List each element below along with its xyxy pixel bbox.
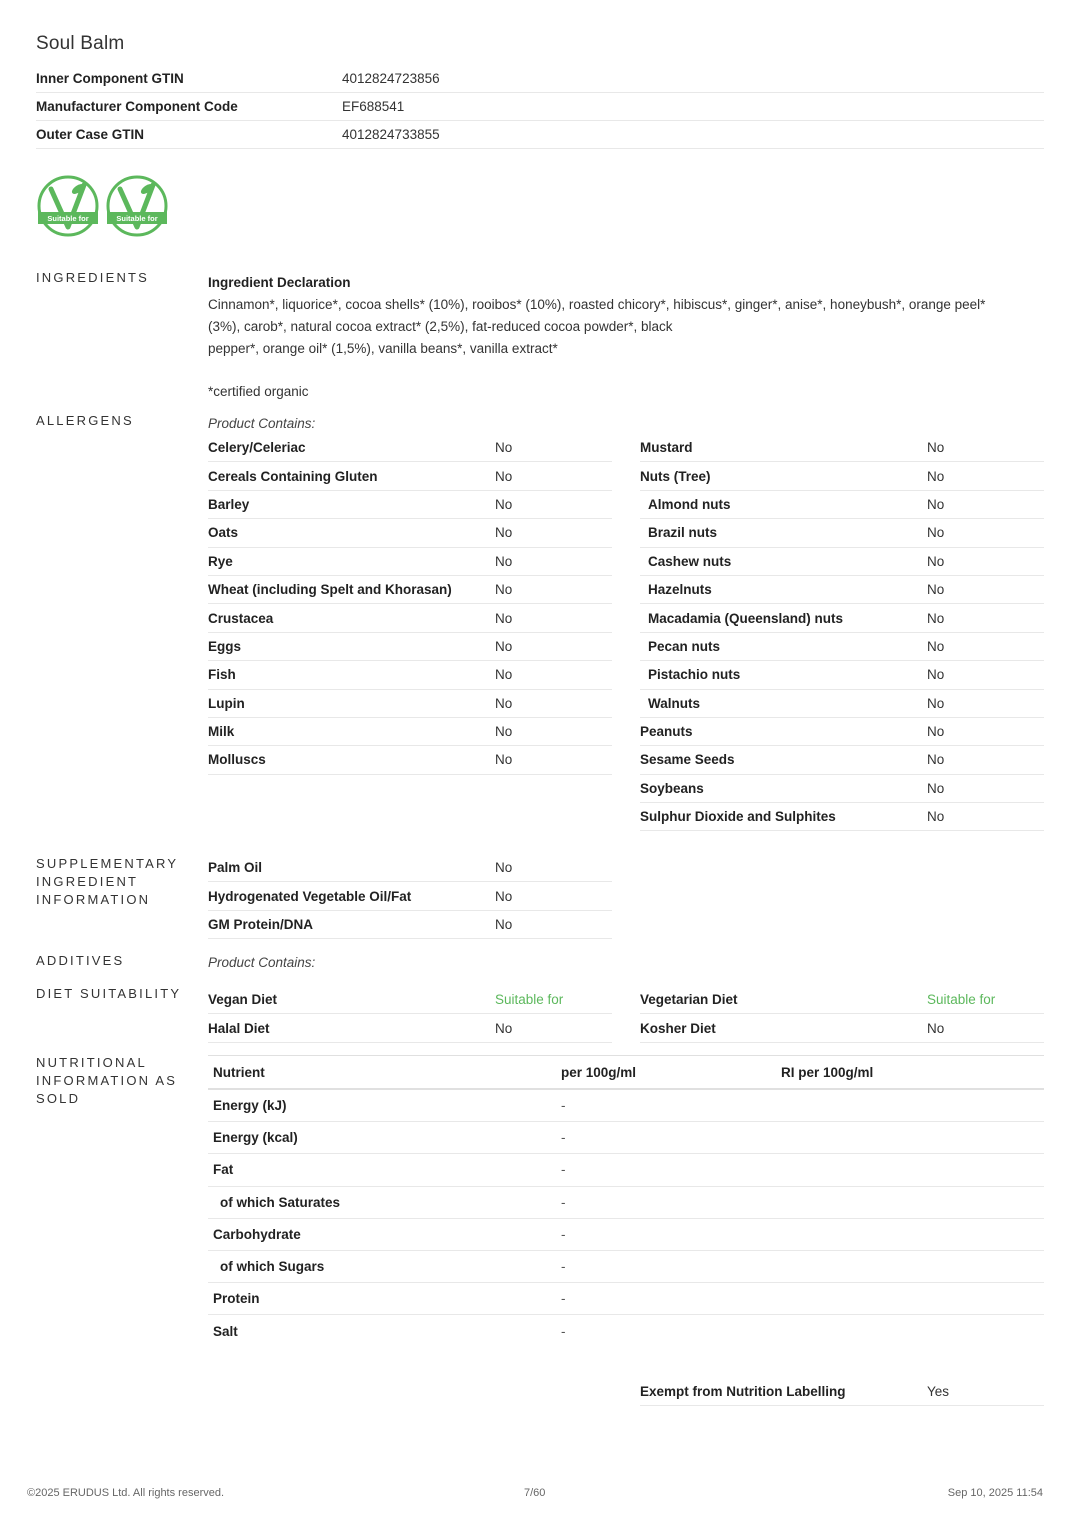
ingredients-block xyxy=(208,272,1048,403)
vegetarian-badge-icon xyxy=(106,175,168,237)
allergen-row xyxy=(640,462,1044,490)
allergen-row xyxy=(208,604,612,632)
identifiers-table xyxy=(36,65,1044,149)
allergen-row xyxy=(208,661,612,689)
badge-caption: Suitable for xyxy=(47,214,89,223)
diet-badges xyxy=(37,175,168,237)
allergen-value: No xyxy=(927,610,945,626)
section-label-allergens: ALLERGENS xyxy=(36,413,134,428)
allergen-value: No xyxy=(495,525,513,541)
allergen-name: Rye xyxy=(208,553,233,569)
exempt-row xyxy=(640,1378,1044,1406)
allergen-row xyxy=(208,746,612,774)
nutrient-name: Energy (kJ) xyxy=(213,1098,287,1114)
allergen-row xyxy=(208,548,612,576)
nutrition-header: RI per 100g/ml xyxy=(781,1064,874,1080)
identifier-value: 4012824723856 xyxy=(342,71,440,86)
section-label-nutrition: NUTRITIONAL INFORMATION AS SOLD xyxy=(36,1055,178,1106)
allergen-name: Pistachio nuts xyxy=(648,667,741,683)
nutrition-row xyxy=(208,1283,1044,1315)
allergen-name: Sulphur Dioxide and Sulphites xyxy=(640,809,836,825)
allergen-value: No xyxy=(495,610,513,626)
allergen-value: No xyxy=(927,582,945,598)
allergen-row xyxy=(208,718,612,746)
supplementary-name: GM Protein/DNA xyxy=(208,916,314,932)
nutrient-value: - xyxy=(561,1226,566,1242)
allergens-right-column xyxy=(640,434,1044,831)
identifier-label: Inner Component GTIN xyxy=(36,71,184,86)
allergen-value: No xyxy=(495,496,513,512)
allergen-name: Peanuts xyxy=(640,724,693,740)
allergen-row xyxy=(208,690,612,718)
nutrition-row xyxy=(208,1315,1044,1347)
allergen-value: No xyxy=(927,638,945,654)
supplementary-row xyxy=(208,854,612,882)
allergen-row xyxy=(640,604,1044,632)
identifier-label: Manufacturer Component Code xyxy=(36,99,238,114)
allergens-intro: Product Contains: xyxy=(208,416,316,431)
allergen-row xyxy=(640,661,1044,689)
allergen-value: No xyxy=(927,525,945,541)
ingredient-line: (3%), carob*, natural cocoa extract* (2,5%), fat-reduced cocoa powder*, black xyxy=(208,319,673,334)
allergen-value: No xyxy=(495,468,513,484)
diet-value: No xyxy=(495,1020,513,1036)
exempt-value: Yes xyxy=(927,1384,950,1400)
allergen-value: No xyxy=(495,638,513,654)
nutrient-name: Salt xyxy=(213,1323,238,1339)
allergen-row xyxy=(208,491,612,519)
allergen-name: Celery/Celeriac xyxy=(208,440,306,456)
diet-name: Kosher Diet xyxy=(640,1020,716,1036)
allergen-row xyxy=(640,548,1044,576)
allergen-name: Walnuts xyxy=(648,695,700,711)
exempt-label: Exempt from Nutrition Labelling xyxy=(640,1384,846,1400)
nutrient-value: - xyxy=(561,1162,566,1178)
allergen-value: No xyxy=(927,724,945,740)
allergen-name: Nuts (Tree) xyxy=(640,468,711,484)
allergen-name: Hazelnuts xyxy=(648,582,712,598)
allergen-name: Brazil nuts xyxy=(648,525,718,541)
diet-right-column xyxy=(640,986,1044,1043)
allergen-row xyxy=(208,576,612,604)
allergen-value: No xyxy=(495,752,513,768)
supplementary-name: Hydrogenated Vegetable Oil/Fat xyxy=(208,888,412,904)
section-label-diet: DIET SUITABILITY xyxy=(36,986,182,1001)
allergen-name: Barley xyxy=(208,496,250,512)
supplementary-table xyxy=(208,854,612,939)
section-label-additives: ADDITIVES xyxy=(36,953,125,968)
nutrition-header-row xyxy=(208,1056,1044,1090)
allergen-value: No xyxy=(495,440,513,456)
nutrition-row xyxy=(208,1154,1044,1186)
allergen-name: Cashew nuts xyxy=(648,553,732,569)
diet-left-column xyxy=(208,986,612,1043)
allergen-name: Wheat (including Spelt and Khorasan) xyxy=(208,582,452,598)
supplementary-row xyxy=(208,911,612,939)
product-title: Soul Balm xyxy=(36,33,125,54)
allergen-value: No xyxy=(495,724,513,740)
allergen-name: Molluscs xyxy=(208,752,266,768)
allergen-name: Fish xyxy=(208,667,236,683)
supplementary-value: No xyxy=(495,916,513,932)
badge-caption: Suitable for xyxy=(116,214,158,223)
diet-row xyxy=(208,986,612,1014)
allergen-value: No xyxy=(927,695,945,711)
supplementary-value: No xyxy=(495,888,513,904)
allergen-name: Crustacea xyxy=(208,610,274,626)
nutrition-row xyxy=(208,1122,1044,1154)
allergen-value: No xyxy=(927,553,945,569)
allergen-name: Sesame Seeds xyxy=(640,752,735,768)
nutrient-value: - xyxy=(561,1194,566,1210)
diet-name: Vegetarian Diet xyxy=(640,992,738,1008)
identifier-row xyxy=(36,93,1044,121)
allergen-row xyxy=(640,434,1044,462)
supplementary-value: No xyxy=(495,860,513,876)
identifier-label: Outer Case GTIN xyxy=(36,127,145,142)
nutrient-name: Carbohydrate xyxy=(213,1226,301,1242)
allergen-value: No xyxy=(927,780,945,796)
allergen-row xyxy=(640,690,1044,718)
diet-value: Suitable for xyxy=(927,992,996,1008)
allergen-row xyxy=(208,519,612,547)
allergen-name: Almond nuts xyxy=(648,496,731,512)
allergen-value: No xyxy=(927,809,945,825)
allergen-name: Macadamia (Queensland) nuts xyxy=(648,610,844,626)
nutrition-row xyxy=(208,1219,1044,1251)
exempt-table xyxy=(640,1378,1044,1406)
allergen-row xyxy=(208,434,612,462)
nutrient-value: - xyxy=(561,1259,566,1275)
identifier-value: EF688541 xyxy=(342,99,405,114)
nutrient-value: - xyxy=(561,1098,566,1114)
allergen-name: Pecan nuts xyxy=(648,638,721,654)
allergen-row xyxy=(208,633,612,661)
ingredient-line: Cinnamon*, liquorice*, cocoa shells* (10%), rooibos* (10%), roasted chicory*, hibiscus*, ginger*, anise*, honeybush*, orange peel* xyxy=(208,297,986,312)
footer-copyright: ©2025 ERUDUS Ltd. All rights reserved. xyxy=(27,1487,225,1499)
allergen-row xyxy=(640,803,1044,831)
allergen-row xyxy=(640,576,1044,604)
diet-row xyxy=(640,986,1044,1014)
allergen-row xyxy=(640,633,1044,661)
allergen-name: Milk xyxy=(208,724,235,740)
identifier-row xyxy=(36,65,1044,93)
nutrition-row xyxy=(208,1187,1044,1219)
nutrient-value: - xyxy=(561,1130,566,1146)
allergen-name: Mustard xyxy=(640,440,693,456)
allergen-row xyxy=(640,746,1044,774)
identifier-value: 4012824733855 xyxy=(342,127,440,142)
allergen-value: No xyxy=(927,752,945,768)
nutrient-name: Fat xyxy=(213,1162,234,1178)
nutrient-name: of which Saturates xyxy=(220,1194,341,1210)
nutrition-table xyxy=(208,1055,1044,1348)
allergen-row xyxy=(640,491,1044,519)
footer-page-number: 7/60 xyxy=(524,1487,546,1499)
allergen-value: No xyxy=(495,582,513,598)
nutrition-row xyxy=(208,1090,1044,1122)
diet-value: No xyxy=(927,1020,945,1036)
allergen-value: No xyxy=(927,468,945,484)
allergen-name: Cereals Containing Gluten xyxy=(208,468,378,484)
allergens-left-column xyxy=(208,434,612,775)
section-label-supplementary: SUPPLEMENTARY INGREDIENT INFORMATION xyxy=(36,856,179,907)
nutrient-name: of which Sugars xyxy=(220,1259,325,1275)
footer-timestamp: Sep 10, 2025 11:54 xyxy=(947,1487,1043,1499)
supplementary-row xyxy=(208,882,612,910)
allergen-row xyxy=(640,718,1044,746)
ingredient-note: *certified organic xyxy=(208,384,309,399)
allergen-value: No xyxy=(927,440,945,456)
diet-row xyxy=(640,1014,1044,1042)
vegan-badge-icon xyxy=(37,175,99,237)
diet-value: Suitable for xyxy=(495,992,564,1008)
nutrient-value: - xyxy=(561,1323,566,1339)
nutrient-name: Energy (kcal) xyxy=(213,1130,298,1146)
identifier-row xyxy=(36,121,1044,149)
allergen-value: No xyxy=(495,695,513,711)
allergen-row xyxy=(208,462,612,490)
diet-name: Vegan Diet xyxy=(208,992,278,1008)
allergen-value: No xyxy=(927,667,945,683)
allergen-row xyxy=(640,775,1044,803)
allergen-name: Lupin xyxy=(208,695,245,711)
ingredient-line: pepper*, orange oil* (1,5%), vanilla beans*, vanilla extract* xyxy=(208,341,558,356)
section-label-ingredients: INGREDIENTS xyxy=(36,270,150,285)
nutrition-header: Nutrient xyxy=(213,1064,265,1080)
allergen-name: Eggs xyxy=(208,638,242,654)
nutrient-value: - xyxy=(561,1291,566,1307)
additives-intro: Product Contains: xyxy=(208,955,316,970)
allergen-value: No xyxy=(495,667,513,683)
ingredient-heading: Ingredient Declaration xyxy=(208,275,351,290)
nutrient-name: Protein xyxy=(213,1291,260,1307)
allergen-name: Oats xyxy=(208,525,239,541)
allergen-value: No xyxy=(495,553,513,569)
allergen-name: Soybeans xyxy=(640,780,704,796)
supplementary-name: Palm Oil xyxy=(208,860,263,876)
diet-row xyxy=(208,1014,612,1042)
nutrition-header: per 100g/ml xyxy=(561,1064,637,1080)
diet-name: Halal Diet xyxy=(208,1020,270,1036)
nutrition-row xyxy=(208,1251,1044,1283)
allergen-value: No xyxy=(927,496,945,512)
allergen-row xyxy=(640,519,1044,547)
